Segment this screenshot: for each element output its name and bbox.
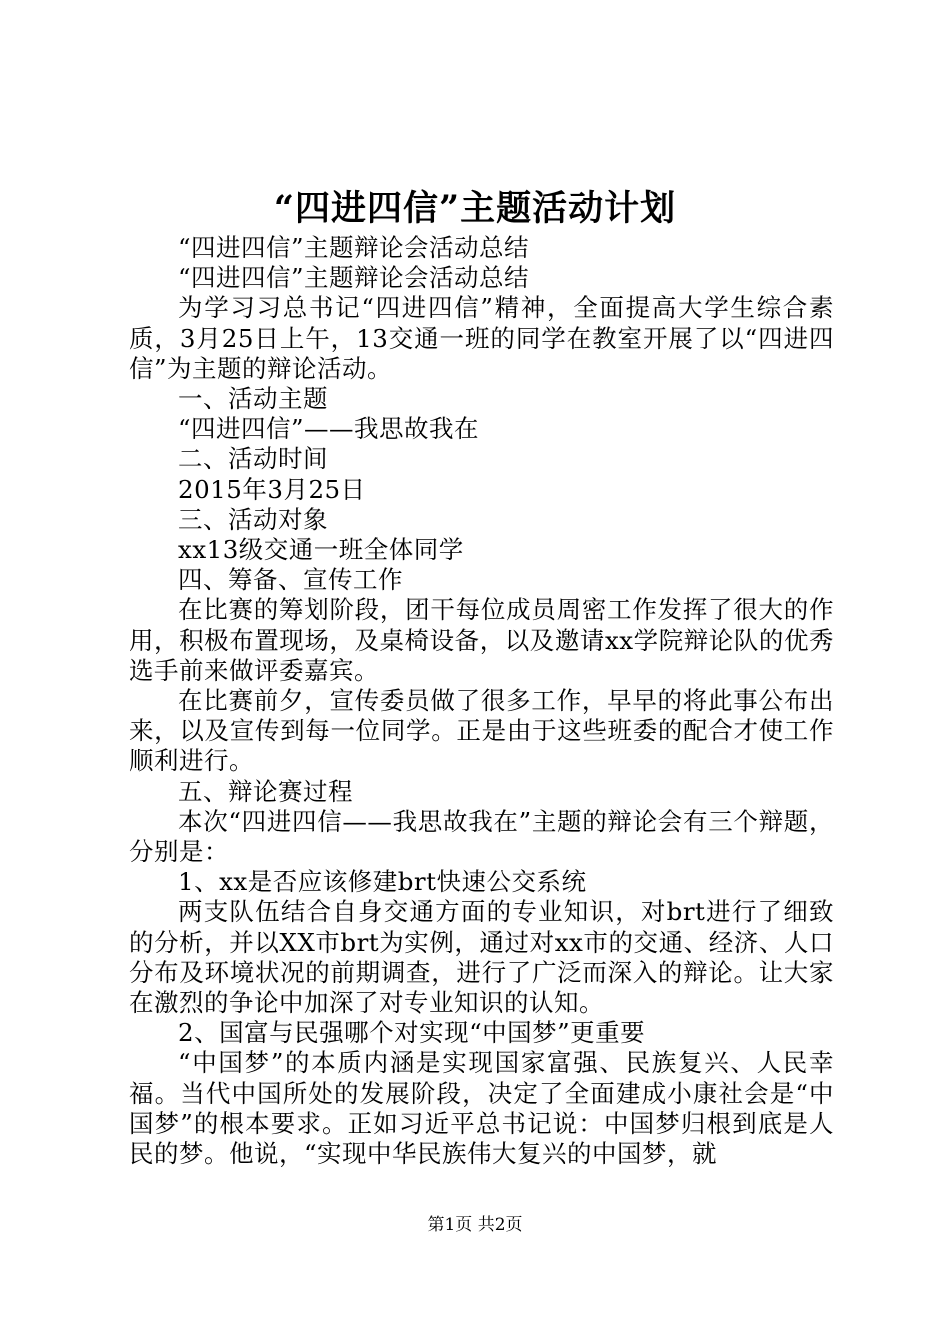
document-title: “四进四信”主题活动计划 (273, 188, 677, 229)
paragraph: 2015年3月25日 (178, 474, 366, 504)
paragraph: “四进四信”主题辩论会活动总结 (178, 263, 530, 293)
page-footer: 第1页 共2页 (427, 1215, 523, 1235)
paragraph: 两支队伍结合自身交通方面的专业知识，对brt进行了细致的分析，并以XX市brt为实例，通过对xx市的交通、经济、人口分布及环境状况的前期调查，进行了广泛而深入的辩论。让大家在激烈的争论中加深了对专业知识的认知。 (129, 897, 834, 1018)
paragraph: “四进四信”主题辩论会活动总结 (178, 233, 530, 262)
list-item: 2、国富与民强哪个对实现“中国梦”更重要 (178, 1018, 646, 1048)
paragraph: 为学习习总书记“四进四信”精神，全面提高大学生综合素质，3月25日上午，13交通一班的同学在教室开展了以“四进四信”为主题的辩论活动。 (129, 293, 834, 383)
section-heading: 二、活动时间 (178, 444, 328, 474)
section-heading: 一、活动主题 (178, 384, 328, 414)
paragraph: “中国梦”的本质内涵是实现国家富强、民族复兴、人民幸福。当代中国所处的发展阶段，决定了全面建成小康社会是“中国梦”的根本要求。正如习近平总书记说：中国梦归根到底是人民的梦。他说，“实现中华民族伟大复兴的中国梦，就 (129, 1048, 834, 1169)
paragraph: xx13级交通一班全体同学 (178, 535, 464, 565)
paragraph: 在比赛的筹划阶段，团干每位成员周密工作发挥了很大的作用，积极布置现场，及桌椅设备，以及邀请xx学院辩论队的优秀选手前来做评委嘉宾。 (129, 595, 834, 685)
paragraph: “四进四信”——我思故我在 (178, 414, 480, 444)
section-heading: 四、筹备、宣传工作 (178, 565, 403, 595)
section-heading: 五、辩论赛过程 (178, 776, 353, 806)
list-item: 1、xx是否应该修建brt快速公交系统 (178, 867, 587, 897)
paragraph: 在比赛前夕，宣传委员做了很多工作，早早的将此事公布出来，以及宣传到每一位同学。正是由于这些班委的配合才使工作顺利进行。 (129, 686, 834, 776)
document-body (129, 233, 834, 1169)
paragraph: 本次“四进四信——我思故我在”主题的辩论会有三个辩题，分别是： (129, 806, 834, 867)
section-heading: 三、活动对象 (178, 504, 328, 534)
